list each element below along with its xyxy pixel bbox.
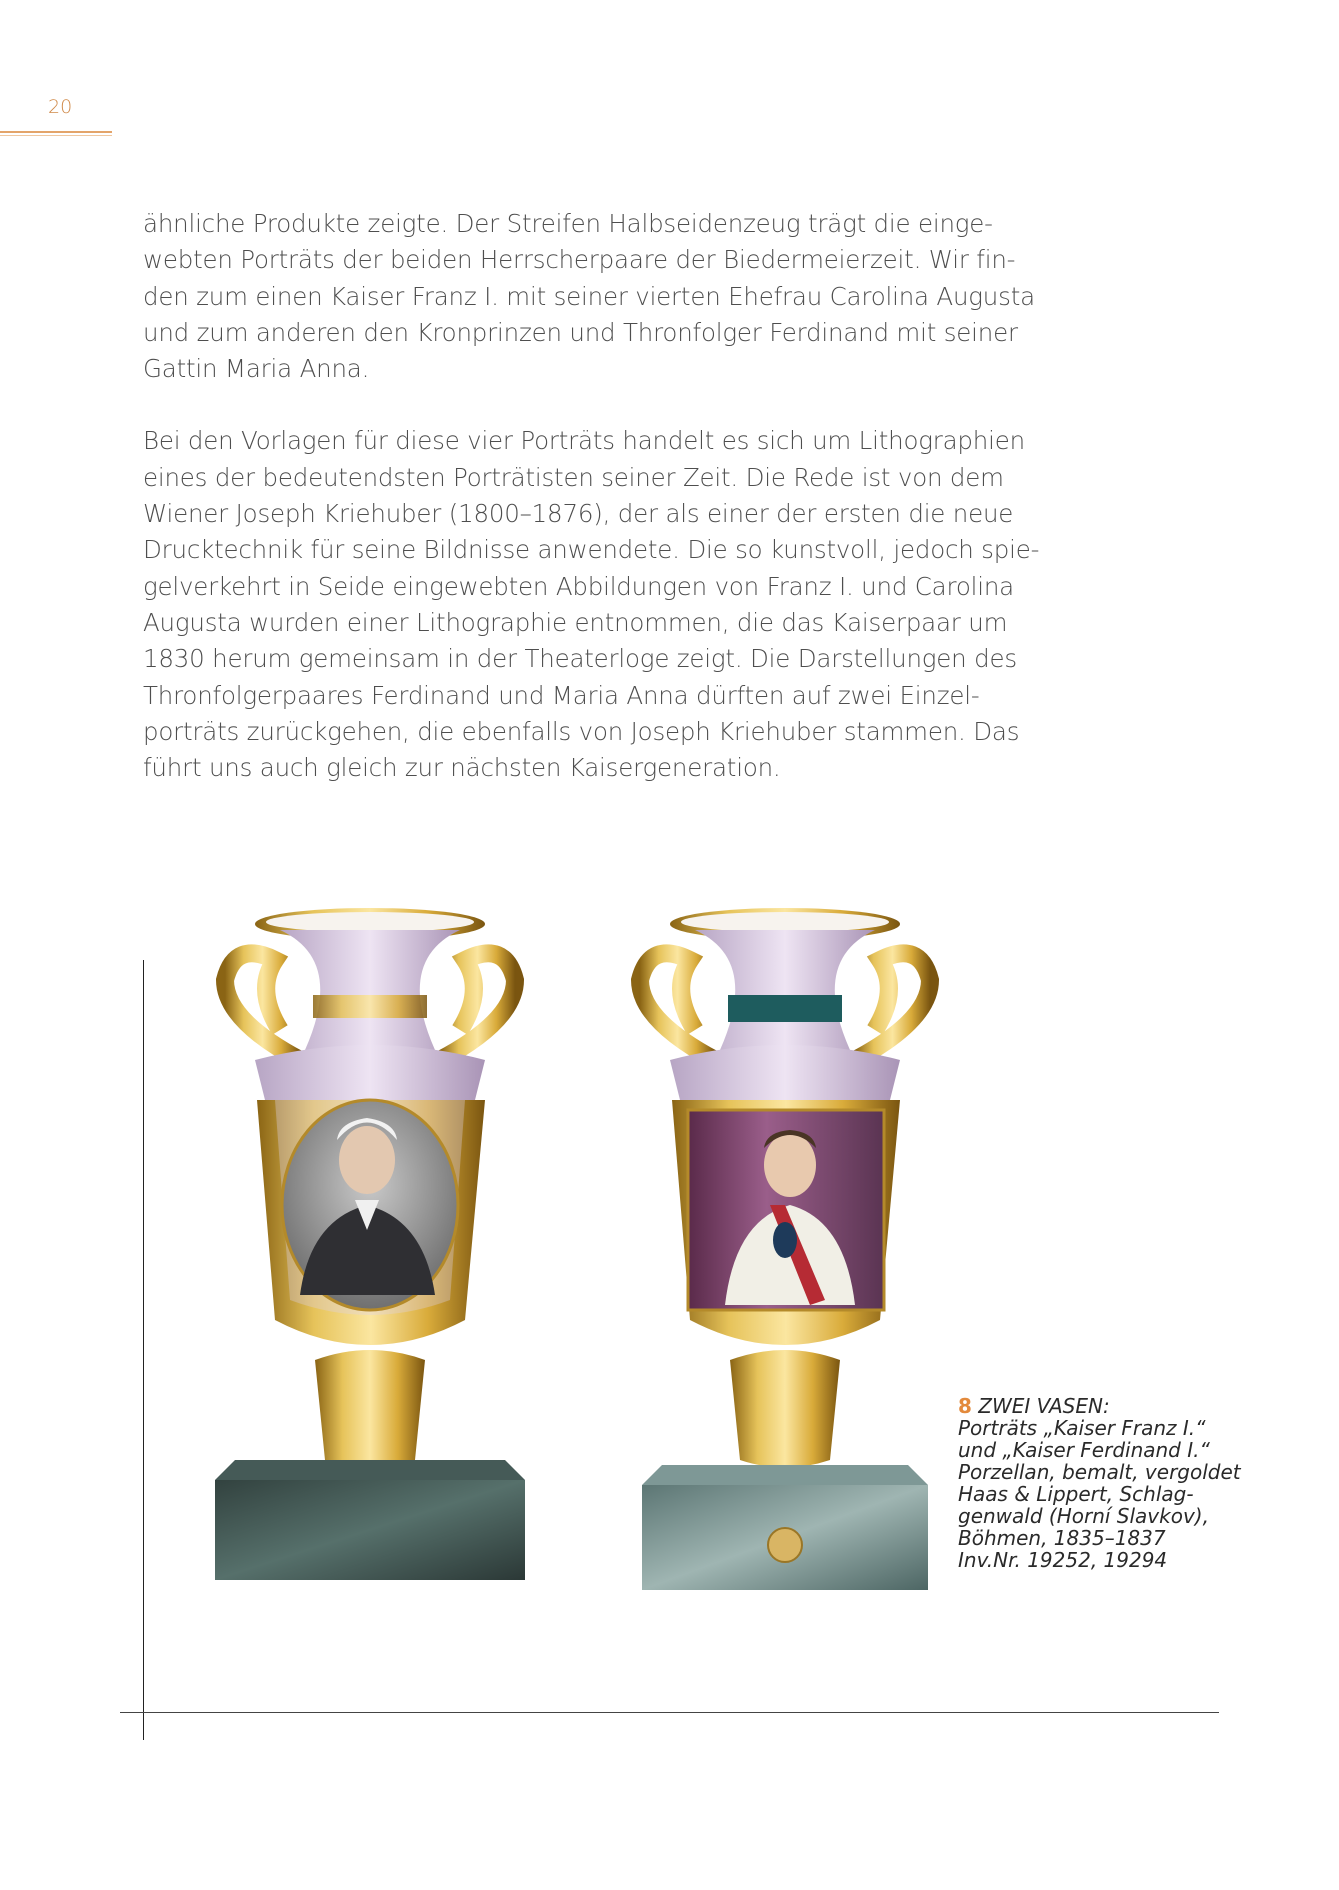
- paragraph-2: [143, 423, 1040, 786]
- page-number-rule-thin: [0, 135, 112, 136]
- vases-photo: [195, 900, 965, 1700]
- right-vase: [640, 908, 930, 1590]
- figure-frame-vertical-line: [143, 960, 144, 1740]
- text-line: Bei den Vorlagen für diese vier Porträts handelt es sich um Lithographien: [143, 426, 1025, 456]
- caption-line: und „Kaiser Ferdinand I.“: [958, 1438, 1210, 1462]
- caption-title-line: [958, 1395, 1258, 1417]
- text-line: gelverkehrt in Seide eingewebten Abbildungen von Franz I. und Carolina: [143, 571, 1014, 601]
- text-line: webten Porträts der beiden Herrscherpaare der Biedermeierzeit. Wir fin-: [143, 245, 1016, 275]
- caption-line: Inv.Nr. 19252, 19294: [958, 1548, 1168, 1572]
- page-number-rule: [0, 131, 112, 133]
- text-line: eines der bedeutendsten Porträtisten seiner Zeit. Die Rede ist von dem: [143, 462, 1004, 492]
- caption-line: Porzellan, bemalt, vergoldet: [958, 1460, 1241, 1484]
- text-line: Thronfolgerpaares Ferdinand und Maria Anna dürften auf zwei Einzel-: [143, 680, 980, 710]
- figure-number: 8: [958, 1394, 972, 1418]
- caption-line: Böhmen, 1835–1837: [958, 1526, 1166, 1550]
- text-line: Wiener Joseph Kriehuber (1800–1876), der als einer der ersten die neue: [143, 499, 1014, 529]
- text-line: Gattin Maria Anna.: [143, 354, 370, 384]
- page-number: 20: [48, 96, 73, 118]
- text-line: und zum anderen den Kronprinzen und Thronfolger Ferdinand mit seiner: [143, 317, 1018, 347]
- caption-line: genwald (Horní Slavkov),: [958, 1504, 1209, 1528]
- text-line: Augusta wurden einer Lithographie entnommen, die das Kaiserpaar um: [143, 607, 1008, 637]
- paragraph-1: [143, 206, 1035, 387]
- text-line: führt uns auch gleich zur nächsten Kaisergeneration.: [143, 753, 781, 783]
- text-line: porträts zurückgehen, die ebenfalls von Joseph Kriehuber stammen. Das: [143, 716, 1020, 746]
- left-vase: [215, 908, 525, 1580]
- body-text: [143, 206, 1040, 822]
- figure-title: ZWEI VASEN:: [978, 1394, 1110, 1418]
- caption-line: Porträts „Kaiser Franz I.“: [958, 1416, 1206, 1440]
- figure-frame-horizontal-line: [120, 1712, 1219, 1713]
- caption-line: Haas & Lippert, Schlag-: [958, 1482, 1194, 1506]
- text-line: ähnliche Produkte zeigte. Der Streifen Halbseidenzeug trägt die einge-: [143, 209, 993, 238]
- text-line: 1830 herum gemeinsam in der Theaterloge zeigt. Die Darstellungen des: [143, 644, 1017, 674]
- text-line: Drucktechnik für seine Bildnisse anwendete. Die so kunstvoll, jedoch spie-: [143, 535, 1040, 565]
- text-line: den zum einen Kaiser Franz I. mit seiner vierten Ehefrau Carolina Augusta: [143, 281, 1035, 311]
- figure-caption: [958, 1395, 1258, 1571]
